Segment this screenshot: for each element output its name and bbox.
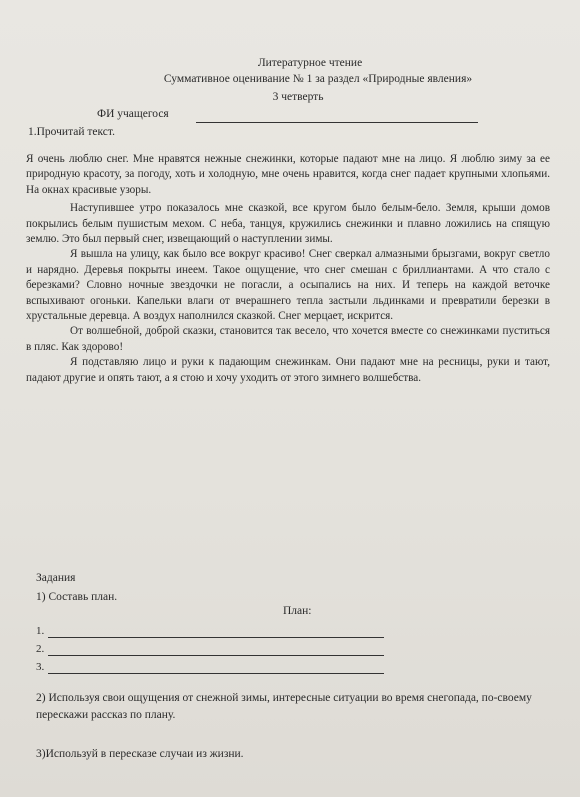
plan-item-number: 1.: [36, 625, 45, 637]
subject-title: Литературное чтение: [257, 57, 363, 69]
plan-heading: План:: [283, 605, 312, 617]
plan-answer-line-2[interactable]: [48, 655, 384, 656]
plan-answer-line-3[interactable]: [48, 673, 384, 674]
student-name-field[interactable]: [196, 122, 478, 123]
assessment-title: Суммативное оценивание № 1 за раздел «Природные явления»: [163, 73, 473, 85]
task-read-text: 1.Прочитай текст.: [28, 126, 115, 138]
plan-item-2: [36, 643, 44, 655]
task-life-cases: 3)Используй в пересказе случаи из жизни.: [36, 748, 244, 760]
plan-item-number: 2.: [36, 643, 45, 655]
student-name-label: ФИ учащегося: [97, 108, 169, 120]
paragraph-3: Я вышла на улицу, как было все вокруг красиво! Снег сверкал алмазными брызгами, вокруг светло и нарядно. Деревья покрыты инеем. Такое ощущение, что снег смешан с бриллиантами. А что стало с березками? Словно ночные звездочки не погасли, а осыпались на них. И теперь на каждой веточке вспыхивают огоньки. Капельки влаги от вчерашнего тепла застыли льдинками и превратили березки в хрустальные деревца. А воздух наполнился сказкой. Снег мерцает, искрится.: [26, 248, 550, 323]
reading-text: [26, 152, 550, 386]
plan-item-3: [36, 661, 44, 673]
paragraph-1: Я очень люблю снег. Мне нравятся нежные снежинки, которые падают мне на лицо. Я люблю зиму за ее природную красоту, за погоду, хоть и холодную, мне очень нравится, когда снег падает крупными хлопьями. На окнах красивые узоры.: [26, 153, 550, 196]
task-retell: 2) Используя свои ощущения от снежной зимы, интересные ситуации во время снегопада, по-своему перескажи рассказ по плану.: [36, 692, 532, 721]
plan-item-1: [36, 625, 44, 637]
task-make-plan: 1) Составь план.: [36, 591, 118, 603]
plan-item-number: 3.: [36, 661, 45, 673]
paragraph-4: От волшебной, доброй сказки, становится так весело, что хочется вместе со снежинками пуститься в пляс. Как здорово!: [26, 325, 550, 353]
paragraph-2: Наступившее утро показалось мне сказкой, все кругом было белым-бело. Земля, крыши домов покрылись белым пушистым мехом. С неба, танцуя, кружились снежинки и плавно ложились на спящую землю. Это был первый снег, извещающий о наступлении зимы.: [26, 202, 550, 246]
tasks-heading: Задания: [36, 572, 76, 584]
paragraph-5: Я подставляю лицо и руки к падающим снежинкам. Они падают мне на ресницы, руки и тают, падают другие и опять тают, а я стою и хочу уходить от этого зимнего волшебства.: [26, 356, 550, 384]
quarter-label: 3 четверть: [272, 91, 324, 103]
plan-answer-line-1[interactable]: [48, 637, 384, 638]
